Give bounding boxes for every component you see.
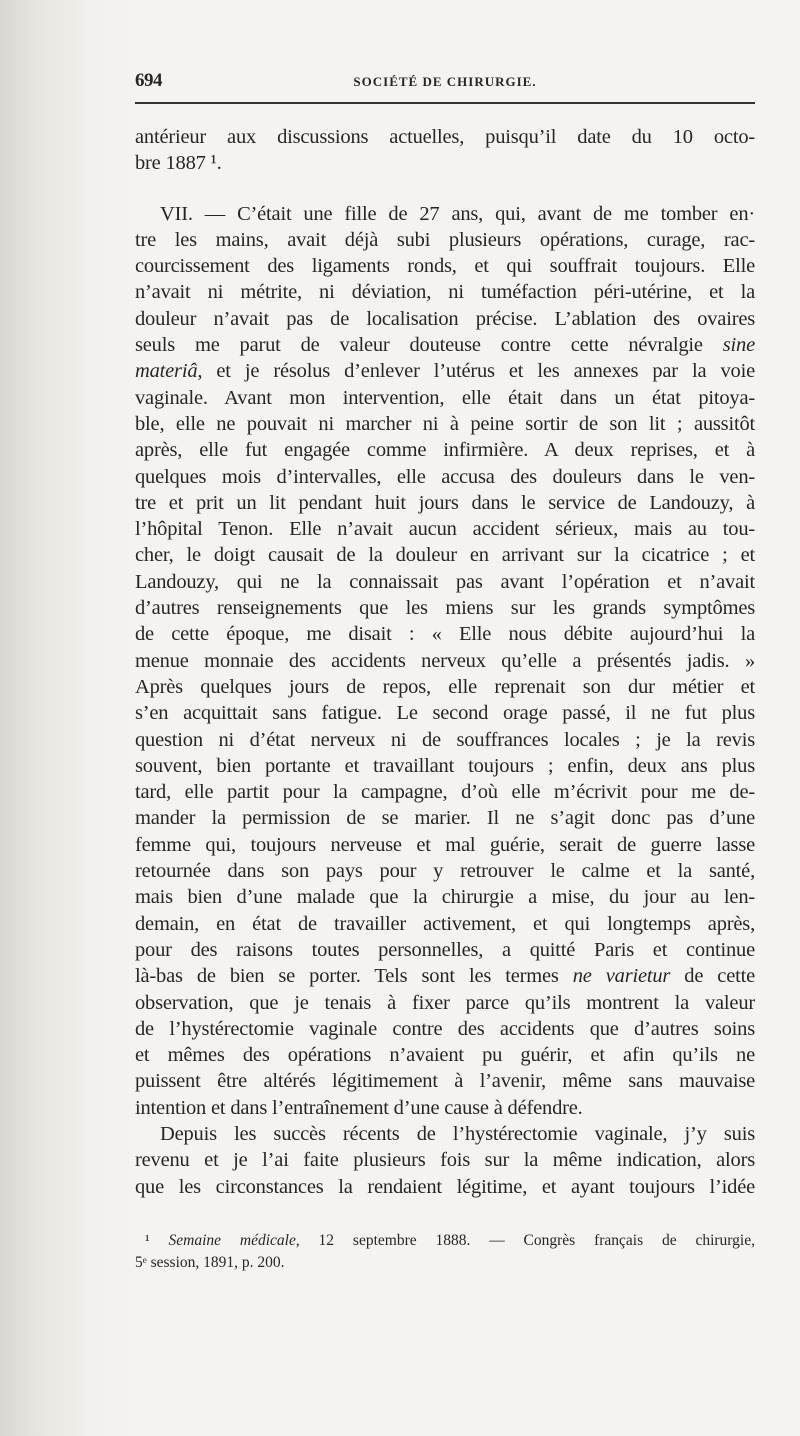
text-line: pour des raisons toutes personnelles, a quitté Paris et continue [135,938,755,961]
header-rule [135,102,755,104]
text-line: VII. — C’était une fille de 27 ans, qui, avant de me tomber en· [160,202,755,225]
text-line: femme qui, toujours nerveuse et mal guérie, serait de guerre lasse [135,833,755,856]
text-line: Après quelques jours de repos, elle reprenait son dur métier et [135,675,755,698]
text-line: puissent être altérés légitimement à l’avenir, même sans mauvaise [135,1070,755,1093]
italic-text: sine [722,334,755,357]
footnote-line: ¹ Semaine médicale, 12 septembre 1888. — Congrès français de chirurgie, [145,1232,755,1249]
text-line: tre et prit un lit pendant huit jours dans le service de Landouzy, à [135,491,755,514]
text-line: retournée dans son pays pour y retrouver le calme et la santé, [135,860,755,883]
text-line: cher, le doigt causait de la douleur en arrivant sur la cicatrice ; et [135,544,755,567]
text-line: de l’hystérectomie vaginale contre des accidents que d’autres soins [135,1017,755,1040]
text-line: là-bas de bien se porter. Tels sont les termes ne varietur de cette [135,965,755,988]
text-line: demain, en état de travailler activement, et qui longtemps après, [135,912,755,935]
paragraph [135,201,755,1121]
text-line: Landouzy, qui ne la connaissait pas avant l’opération et n’avait [135,570,755,593]
text-line: tre les mains, avait déjà subi plusieurs opérations, curage, rac- [135,228,755,251]
italic-text: materiâ [135,360,198,383]
text-line: quelques mois d’intervalles, elle accusa des douleurs dans le ven- [135,465,755,488]
text-line: s’en acquittait sans fatigue. Le second orage passé, il ne fut plus [135,702,755,725]
text-line: Depuis les succès récents de l’hystérectomie vaginale, j’y suis [160,1122,755,1145]
page-number: 694 [135,70,162,91]
text-line: courcissement des ligaments ronds, et qui souffrait toujours. Elle [135,255,755,278]
footnote [135,1230,755,1274]
text-line: antérieur aux discussions actuelles, puisqu’il date du 10 octo- [135,126,755,148]
body-text [135,124,755,1200]
italic-text: Semaine médicale [168,1232,296,1249]
text-line: seuls me parut de valeur douteuse contre cette névralgie sine [135,334,755,357]
text-line: l’hôpital Tenon. Elle n’avait aucun accident sérieux, mais au tou- [135,518,755,541]
text-line: mais bien d’une malade que la chirurgie a mise, du jour au len- [135,886,755,909]
text-line: de cette époque, me disait : « Elle nous débite aujourd’hui la [135,623,755,646]
text-line: que les circonstances la rendaient légitime, et ayant toujours l’idée [135,1175,755,1198]
text-line: et mêmes des opérations n’avaient pu guérir, et afin qu’ils ne [135,1044,755,1067]
footnotes [135,1230,755,1274]
text-line: question ni d’état nerveux ni de souffrances locales ; je la revis [135,728,755,751]
paragraph [135,1121,755,1200]
text-line: d’autres renseignements que les miens sur les grands symptômes [135,597,755,620]
text-line: bre 1887 ¹. [135,152,222,175]
text-line: revenu et je l’ai faite plusieurs fois sur la même indication, alors [135,1149,755,1172]
text-line: materiâ, et je résolus d’enlever l’utérus et les annexes par la voie [135,360,755,383]
text-line: menue monnaie des accidents nerveux qu’elle a présentés jadis. » [135,649,755,672]
italic-text: ne varietur [572,965,671,988]
text-line: intention et dans l’entraînement d’une cause à défendre. [135,1096,583,1119]
paragraph [135,124,755,177]
text-line: n’avait ni métrite, ni déviation, ni tuméfaction péri-utérine, et la [135,281,755,304]
text-line: douleur n’avait pas de localisation précise. L’ablation des ovaires [135,307,755,330]
running-title: SOCIÉTÉ DE CHIRURGIE. [353,74,537,89]
text-line: après, elle fut engagée comme infirmière. A deux reprises, et à [135,439,755,462]
text-line: tard, elle partit pour la campagne, d’où elle m’écrivit pour me de- [135,781,755,804]
page-header [135,66,755,94]
text-line: observation, que je tenais à fixer parce qu’ils montrent la valeur [135,991,755,1014]
text-line: mander la permission de se marier. Il ne s’agit donc pas d’une [135,807,755,830]
footnote-line: 5ᵉ session, 1891, p. 200. [135,1254,285,1271]
text-line: souvent, bien portante et travaillant toujours ; enfin, deux ans plus [135,754,755,777]
text-line: ble, elle ne pouvait ni marcher ni à peine sortir de son lit ; aussitôt [135,412,755,435]
text-line: vaginale. Avant mon intervention, elle était dans un état pitoya- [135,386,755,409]
